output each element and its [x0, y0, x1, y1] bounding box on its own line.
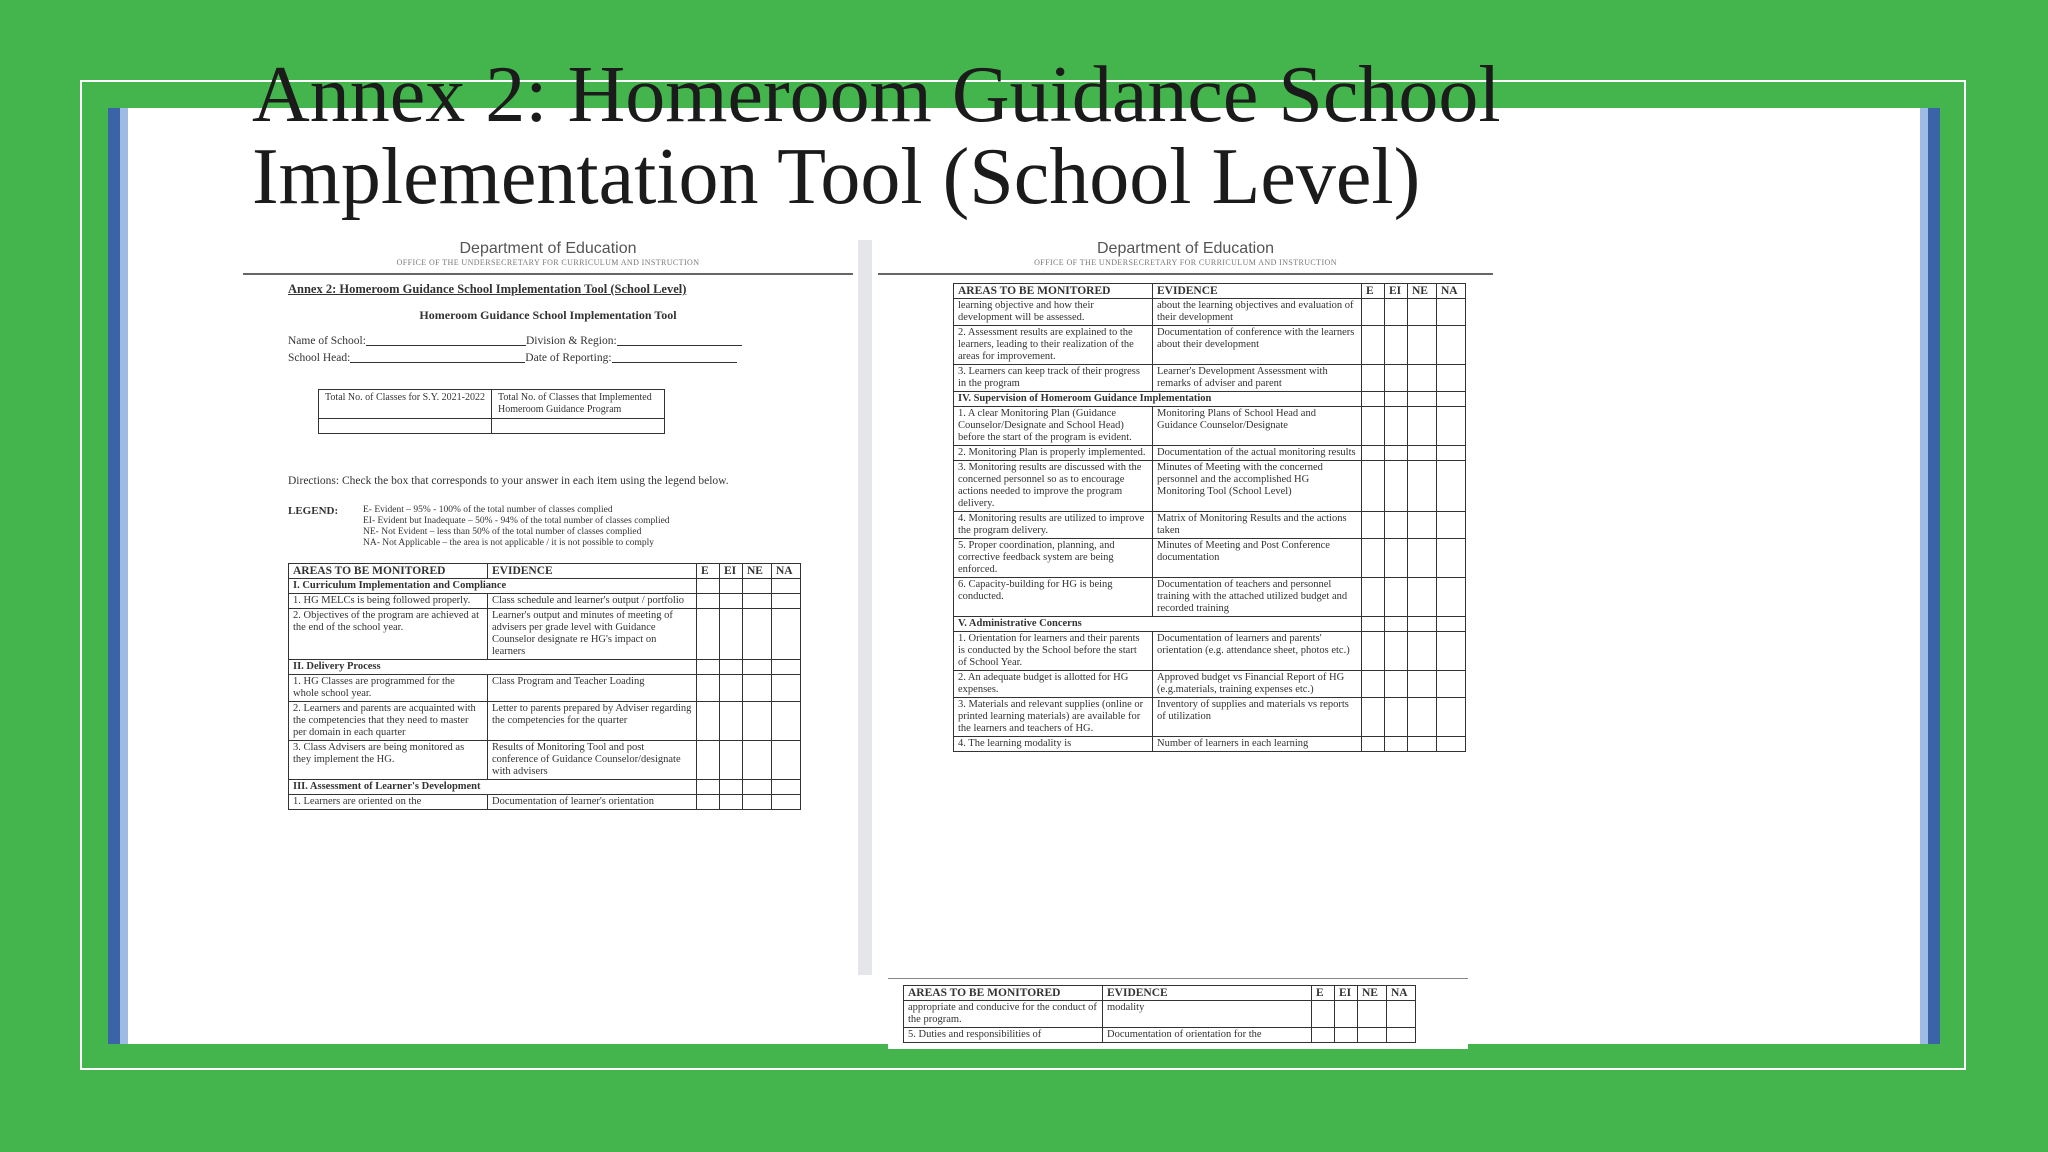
rating-cell [697, 660, 720, 675]
rating-cell [697, 579, 720, 594]
rating-cell [1385, 392, 1408, 407]
area-cell: 2. Monitoring Plan is properly implemented. [954, 446, 1153, 461]
rating-checkbox-cell[interactable] [1437, 578, 1466, 617]
rating-checkbox-cell[interactable] [1362, 446, 1385, 461]
rating-checkbox-cell[interactable] [1408, 578, 1437, 617]
section-title: V. Administrative Concerns [954, 617, 1362, 632]
rating-checkbox-cell[interactable] [1437, 671, 1466, 698]
rating-cell [1437, 392, 1466, 407]
area-cell: 2. Assessment results are explained to the learners, leading to their realization of the areas for improvement. [954, 326, 1153, 365]
table-row [289, 795, 801, 810]
na-header: NA [1437, 284, 1466, 299]
section-title: II. Delivery Process [289, 660, 697, 675]
section-row [954, 617, 1466, 632]
date-of-reporting-label: Date of Reporting: [525, 352, 612, 364]
rating-checkbox-cell[interactable] [1387, 1028, 1416, 1043]
legend-title: LEGEND: [288, 505, 339, 517]
page-separator [858, 240, 872, 975]
rating-checkbox-cell[interactable] [697, 609, 720, 660]
school-head-label: School Head: [288, 352, 351, 364]
rating-checkbox-cell[interactable] [1408, 632, 1437, 671]
rating-checkbox-cell[interactable] [1385, 326, 1408, 365]
rating-checkbox-cell[interactable] [1385, 632, 1408, 671]
evidence-cell: Approved budget vs Financial Report of HG (e.g.materials, training expenses etc.) [1153, 671, 1362, 698]
section-title: I. Curriculum Implementation and Compliance [289, 579, 697, 594]
rating-checkbox-cell[interactable] [1437, 461, 1466, 512]
ne-header: NE [1408, 284, 1437, 299]
table-header-row [904, 986, 1416, 1001]
e-header: E [1312, 986, 1335, 1001]
area-cell: 3. Monitoring results are discussed with the concerned personnel so as to encourage actions needed to improve the program delivery. [954, 461, 1153, 512]
rating-checkbox-cell[interactable] [1362, 698, 1385, 737]
table-row [289, 702, 801, 741]
area-cell: 3. Class Advisers are being monitored as they implement the HG. [289, 741, 488, 780]
areas-header: AREAS TO BE MONITORED [289, 564, 488, 579]
department-name: Department of Education [459, 240, 637, 257]
area-cell: 3. Materials and relevant supplies (online or printed learning materials) are available for the learners and teachers of HG. [954, 698, 1153, 737]
area-cell: 3. Learners can keep track of their progress in the program [954, 365, 1153, 392]
rating-checkbox-cell[interactable] [1312, 1001, 1335, 1028]
evidence-cell: Documentation of conference with the learners about their development [1153, 326, 1362, 365]
table-row [954, 365, 1466, 392]
rating-checkbox-cell[interactable] [743, 675, 772, 702]
doc-header [243, 240, 853, 275]
section-title: III. Assessment of Learner's Development [289, 780, 697, 795]
rating-checkbox-cell[interactable] [720, 594, 743, 609]
area-cell: 2. Objectives of the program are achieved at the end of the school year. [289, 609, 488, 660]
rating-checkbox-cell[interactable] [772, 594, 801, 609]
rating-checkbox-cell[interactable] [772, 741, 801, 780]
section-row [289, 660, 801, 675]
evidence-cell: Documentation of learner's orientation [488, 795, 697, 810]
rating-checkbox-cell[interactable] [1437, 698, 1466, 737]
na-header: NA [772, 564, 801, 579]
rating-cell [772, 579, 801, 594]
rating-checkbox-cell[interactable] [720, 675, 743, 702]
rating-checkbox-cell[interactable] [1437, 365, 1466, 392]
ei-header: EI [1385, 284, 1408, 299]
rating-checkbox-cell[interactable] [720, 609, 743, 660]
area-cell: appropriate and conducive for the conduct of the program. [904, 1001, 1103, 1028]
slide [108, 51, 1940, 1044]
evidence-header: EVIDENCE [1153, 284, 1362, 299]
right-accent-bar [1928, 108, 1940, 1044]
rating-checkbox-cell[interactable] [1437, 539, 1466, 578]
rating-checkbox-cell[interactable] [1358, 1028, 1387, 1043]
legend-item: NE- Not Evident – less than 50% of the total number of classes complied [363, 527, 642, 537]
table-row [289, 675, 801, 702]
table-row [954, 446, 1466, 461]
document-page-2 [878, 240, 1493, 940]
area-cell: 2. Learners and parents are acquainted with the competencies that they need to master per domain in each quarter [289, 702, 488, 741]
rating-cell [720, 780, 743, 795]
e-header: E [1362, 284, 1385, 299]
school-head-line [350, 350, 525, 363]
document-page-3 [888, 978, 1468, 1049]
rating-checkbox-cell[interactable] [743, 741, 772, 780]
monitoring-table-1 [288, 563, 801, 810]
rating-checkbox-cell[interactable] [1437, 632, 1466, 671]
rating-checkbox-cell[interactable] [1362, 365, 1385, 392]
section-row [289, 579, 801, 594]
rating-checkbox-cell[interactable] [1385, 299, 1408, 326]
table-row [954, 698, 1466, 737]
table-row [954, 671, 1466, 698]
rating-cell [720, 660, 743, 675]
rating-checkbox-cell[interactable] [1385, 461, 1408, 512]
evidence-header: EVIDENCE [488, 564, 697, 579]
table-row [954, 299, 1466, 326]
rating-checkbox-cell[interactable] [1408, 461, 1437, 512]
evidence-cell: Learner's Development Assessment with remarks of adviser and parent [1153, 365, 1362, 392]
legend-item: NA- Not Applicable – the area is not applicable / it is not possible to comply [363, 538, 655, 548]
date-of-reporting-line [612, 350, 737, 363]
rating-checkbox-cell[interactable] [720, 741, 743, 780]
rating-checkbox-cell[interactable] [1358, 1001, 1387, 1028]
rating-cell [697, 780, 720, 795]
areas-header: AREAS TO BE MONITORED [954, 284, 1153, 299]
table-row [954, 632, 1466, 671]
rating-cell [720, 579, 743, 594]
rating-checkbox-cell[interactable] [1437, 446, 1466, 461]
rating-checkbox-cell[interactable] [1385, 737, 1408, 752]
area-cell: 4. The learning modality is [954, 737, 1153, 752]
rating-cell [1385, 617, 1408, 632]
department-name: Department of Education [1097, 240, 1274, 257]
rating-checkbox-cell[interactable] [697, 741, 720, 780]
monitoring-table-3 [903, 985, 1416, 1043]
evidence-cell: Learner's output and minutes of meeting of advisers per grade level with Guidance Counselor designate re HG's impact on learners [488, 609, 697, 660]
rating-checkbox-cell[interactable] [720, 702, 743, 741]
evidence-cell: Documentation of orientation for the [1103, 1028, 1312, 1043]
e-header: E [697, 564, 720, 579]
rating-checkbox-cell[interactable] [1362, 407, 1385, 446]
total-implemented-value [492, 419, 665, 434]
name-of-school-label: Name of School: [288, 335, 366, 347]
class-count-table [318, 389, 665, 434]
rating-checkbox-cell[interactable] [1312, 1028, 1335, 1043]
legend [288, 505, 853, 549]
evidence-cell: Documentation of the actual monitoring results [1153, 446, 1362, 461]
table-row [289, 609, 801, 660]
area-cell: 5. Duties and responsibilities of [904, 1028, 1103, 1043]
total-classes-value [319, 419, 492, 434]
rating-checkbox-cell[interactable] [1385, 671, 1408, 698]
rating-checkbox-cell[interactable] [1387, 1001, 1416, 1028]
rating-checkbox-cell[interactable] [1385, 578, 1408, 617]
office-name: OFFICE OF THE UNDERSECRETARY FOR CURRICULUM AND INSTRUCTION [1034, 258, 1337, 267]
document-page-1 [243, 240, 853, 978]
total-implemented-cell: Total No. of Classes that Implemented Homeroom Guidance Program [492, 390, 665, 419]
rating-checkbox-cell[interactable] [1408, 539, 1437, 578]
rating-cell [743, 660, 772, 675]
area-cell: 1. A clear Monitoring Plan (Guidance Counselor/Designate and School Head) before the start of the program is evident. [954, 407, 1153, 446]
table-row [954, 539, 1466, 578]
table-row [954, 512, 1466, 539]
table-row [954, 326, 1466, 365]
table-header-row [954, 284, 1466, 299]
left-accent-bar [108, 108, 120, 1044]
section-row [289, 780, 801, 795]
slide-title-line2: Implementation Tool (School Level) [252, 133, 1421, 221]
evidence-cell: Matrix of Monitoring Results and the actions taken [1153, 512, 1362, 539]
directions-text: Directions: Check the box that corresponds to your answer in each item using the legend below. [288, 475, 729, 487]
table-row [289, 594, 801, 609]
area-cell: 5. Proper coordination, planning, and corrective feedback system are being enforced. [954, 539, 1153, 578]
rating-checkbox-cell[interactable] [697, 594, 720, 609]
annex-title: Annex 2: Homeroom Guidance School Implementation Tool (School Level) [288, 282, 687, 296]
areas-header: AREAS TO BE MONITORED [904, 986, 1103, 1001]
rating-cell [1408, 392, 1437, 407]
division-region-label: Division & Region: [525, 335, 617, 347]
rating-checkbox-cell[interactable] [772, 675, 801, 702]
evidence-cell: Minutes of Meeting and Post Conference documentation [1153, 539, 1362, 578]
rating-checkbox-cell[interactable] [743, 795, 772, 810]
area-cell: 4. Monitoring results are utilized to improve the program delivery. [954, 512, 1153, 539]
total-classes-cell: Total No. of Classes for S.Y. 2021-2022 [319, 390, 492, 419]
rating-checkbox-cell[interactable] [1362, 461, 1385, 512]
office-name: OFFICE OF THE UNDERSECRETARY FOR CURRICULUM AND INSTRUCTION [396, 258, 700, 267]
rating-checkbox-cell[interactable] [697, 702, 720, 741]
legend-item: EI- Evident but Inadequate – 50% - 94% of the total number of classes complied [363, 516, 670, 526]
division-region-line [617, 333, 742, 346]
evidence-cell: Class schedule and learner's output / portfolio [488, 594, 697, 609]
form-fields [288, 333, 853, 367]
rating-checkbox-cell[interactable] [1385, 539, 1408, 578]
rating-checkbox-cell[interactable] [1385, 407, 1408, 446]
evidence-header: EVIDENCE [1103, 986, 1312, 1001]
slide-title-line1: Annex 2: Homeroom Guidance School [252, 51, 1501, 139]
rating-checkbox-cell[interactable] [772, 609, 801, 660]
evidence-cell: Documentation of teachers and personnel training with the attached utilized budget and recorded training [1153, 578, 1362, 617]
rating-checkbox-cell[interactable] [1362, 632, 1385, 671]
legend-item: E- Evident – 95% - 100% of the total number of classes complied [363, 505, 613, 515]
rating-checkbox-cell[interactable] [1437, 512, 1466, 539]
table-header-row [289, 564, 801, 579]
rating-cell [772, 660, 801, 675]
evidence-cell: Minutes of Meeting with the concerned personnel and the accomplished HG Monitoring Tool (School Level) [1153, 461, 1362, 512]
evidence-cell: Inventory of supplies and materials vs reports of utilization [1153, 698, 1362, 737]
section-title: IV. Supervision of Homeroom Guidance Implementation [954, 392, 1362, 407]
area-cell: learning objective and how their development will be assessed. [954, 299, 1153, 326]
rating-checkbox-cell[interactable] [1362, 737, 1385, 752]
rating-checkbox-cell[interactable] [1408, 446, 1437, 461]
rating-checkbox-cell[interactable] [1385, 365, 1408, 392]
monitoring-table-2 [953, 283, 1466, 752]
ei-header: EI [720, 564, 743, 579]
area-cell: 6. Capacity-building for HG is being conducted. [954, 578, 1153, 617]
rating-checkbox-cell[interactable] [1362, 578, 1385, 617]
table-row [954, 578, 1466, 617]
right-accent-bar-light [1920, 108, 1928, 1044]
name-of-school-line [366, 333, 526, 346]
ne-header: NE [1358, 986, 1387, 1001]
rating-checkbox-cell[interactable] [772, 795, 801, 810]
rating-cell [1408, 617, 1437, 632]
ne-header: NE [743, 564, 772, 579]
left-accent-bar-light [120, 108, 128, 1044]
area-cell: 1. Orientation for learners and their parents is conducted by the School before the start of School Year. [954, 632, 1153, 671]
evidence-cell: Letter to parents prepared by Adviser regarding the competencies for the quarter [488, 702, 697, 741]
rating-checkbox-cell[interactable] [1408, 671, 1437, 698]
table-row [954, 737, 1466, 752]
rating-cell [772, 780, 801, 795]
rating-checkbox-cell[interactable] [1362, 539, 1385, 578]
rating-checkbox-cell[interactable] [1437, 299, 1466, 326]
rating-checkbox-cell[interactable] [1408, 365, 1437, 392]
rating-checkbox-cell[interactable] [1408, 698, 1437, 737]
doc-header [878, 240, 1493, 275]
rating-checkbox-cell[interactable] [743, 609, 772, 660]
evidence-cell: modality [1103, 1001, 1312, 1028]
section-row [954, 392, 1466, 407]
area-cell: 1. HG MELCs is being followed properly. [289, 594, 488, 609]
rating-checkbox-cell[interactable] [1362, 512, 1385, 539]
rating-checkbox-cell[interactable] [1362, 326, 1385, 365]
ei-header: EI [1335, 986, 1358, 1001]
rating-checkbox-cell[interactable] [743, 594, 772, 609]
rating-cell [1362, 617, 1385, 632]
rating-cell [743, 780, 772, 795]
rating-cell [1437, 617, 1466, 632]
evidence-cell: Class Program and Teacher Loading [488, 675, 697, 702]
evidence-cell: Monitoring Plans of School Head and Guidance Counselor/Designate [1153, 407, 1362, 446]
rating-checkbox-cell[interactable] [1437, 326, 1466, 365]
rating-checkbox-cell[interactable] [697, 675, 720, 702]
area-cell: 1. Learners are oriented on the [289, 795, 488, 810]
area-cell: 2. An adequate budget is allotted for HG expenses. [954, 671, 1153, 698]
rating-checkbox-cell[interactable] [1408, 512, 1437, 539]
na-header: NA [1387, 986, 1416, 1001]
area-cell: 1. HG Classes are programmed for the whole school year. [289, 675, 488, 702]
table-row [954, 407, 1466, 446]
table-row [904, 1001, 1416, 1028]
rating-checkbox-cell[interactable] [1437, 737, 1466, 752]
rating-checkbox-cell[interactable] [1335, 1001, 1358, 1028]
evidence-cell: about the learning objectives and evaluation of their development [1153, 299, 1362, 326]
rating-checkbox-cell[interactable] [1408, 407, 1437, 446]
evidence-cell: Results of Monitoring Tool and post conference of Guidance Counselor/designate with advisers [488, 741, 697, 780]
rating-checkbox-cell[interactable] [720, 795, 743, 810]
table-row [289, 741, 801, 780]
evidence-cell: Number of learners in each learning [1153, 737, 1362, 752]
rating-checkbox-cell[interactable] [1437, 407, 1466, 446]
table-row [904, 1028, 1416, 1043]
evidence-cell: Documentation of learners and parents' orientation (e.g. attendance sheet, photos etc.) [1153, 632, 1362, 671]
rating-checkbox-cell[interactable] [1385, 446, 1408, 461]
rating-checkbox-cell[interactable] [772, 702, 801, 741]
rating-checkbox-cell[interactable] [1385, 698, 1408, 737]
table-row [954, 461, 1466, 512]
rating-checkbox-cell[interactable] [743, 702, 772, 741]
rating-checkbox-cell[interactable] [1362, 299, 1385, 326]
rating-checkbox-cell[interactable] [1408, 737, 1437, 752]
rating-checkbox-cell[interactable] [1335, 1028, 1358, 1043]
tool-title: Homeroom Guidance School Implementation Tool [419, 308, 677, 322]
rating-cell [1362, 392, 1385, 407]
slide-title [252, 51, 1501, 221]
rating-checkbox-cell[interactable] [1385, 512, 1408, 539]
rating-checkbox-cell[interactable] [1408, 299, 1437, 326]
rating-checkbox-cell[interactable] [1362, 671, 1385, 698]
rating-cell [743, 579, 772, 594]
rating-checkbox-cell[interactable] [1408, 326, 1437, 365]
rating-checkbox-cell[interactable] [697, 795, 720, 810]
